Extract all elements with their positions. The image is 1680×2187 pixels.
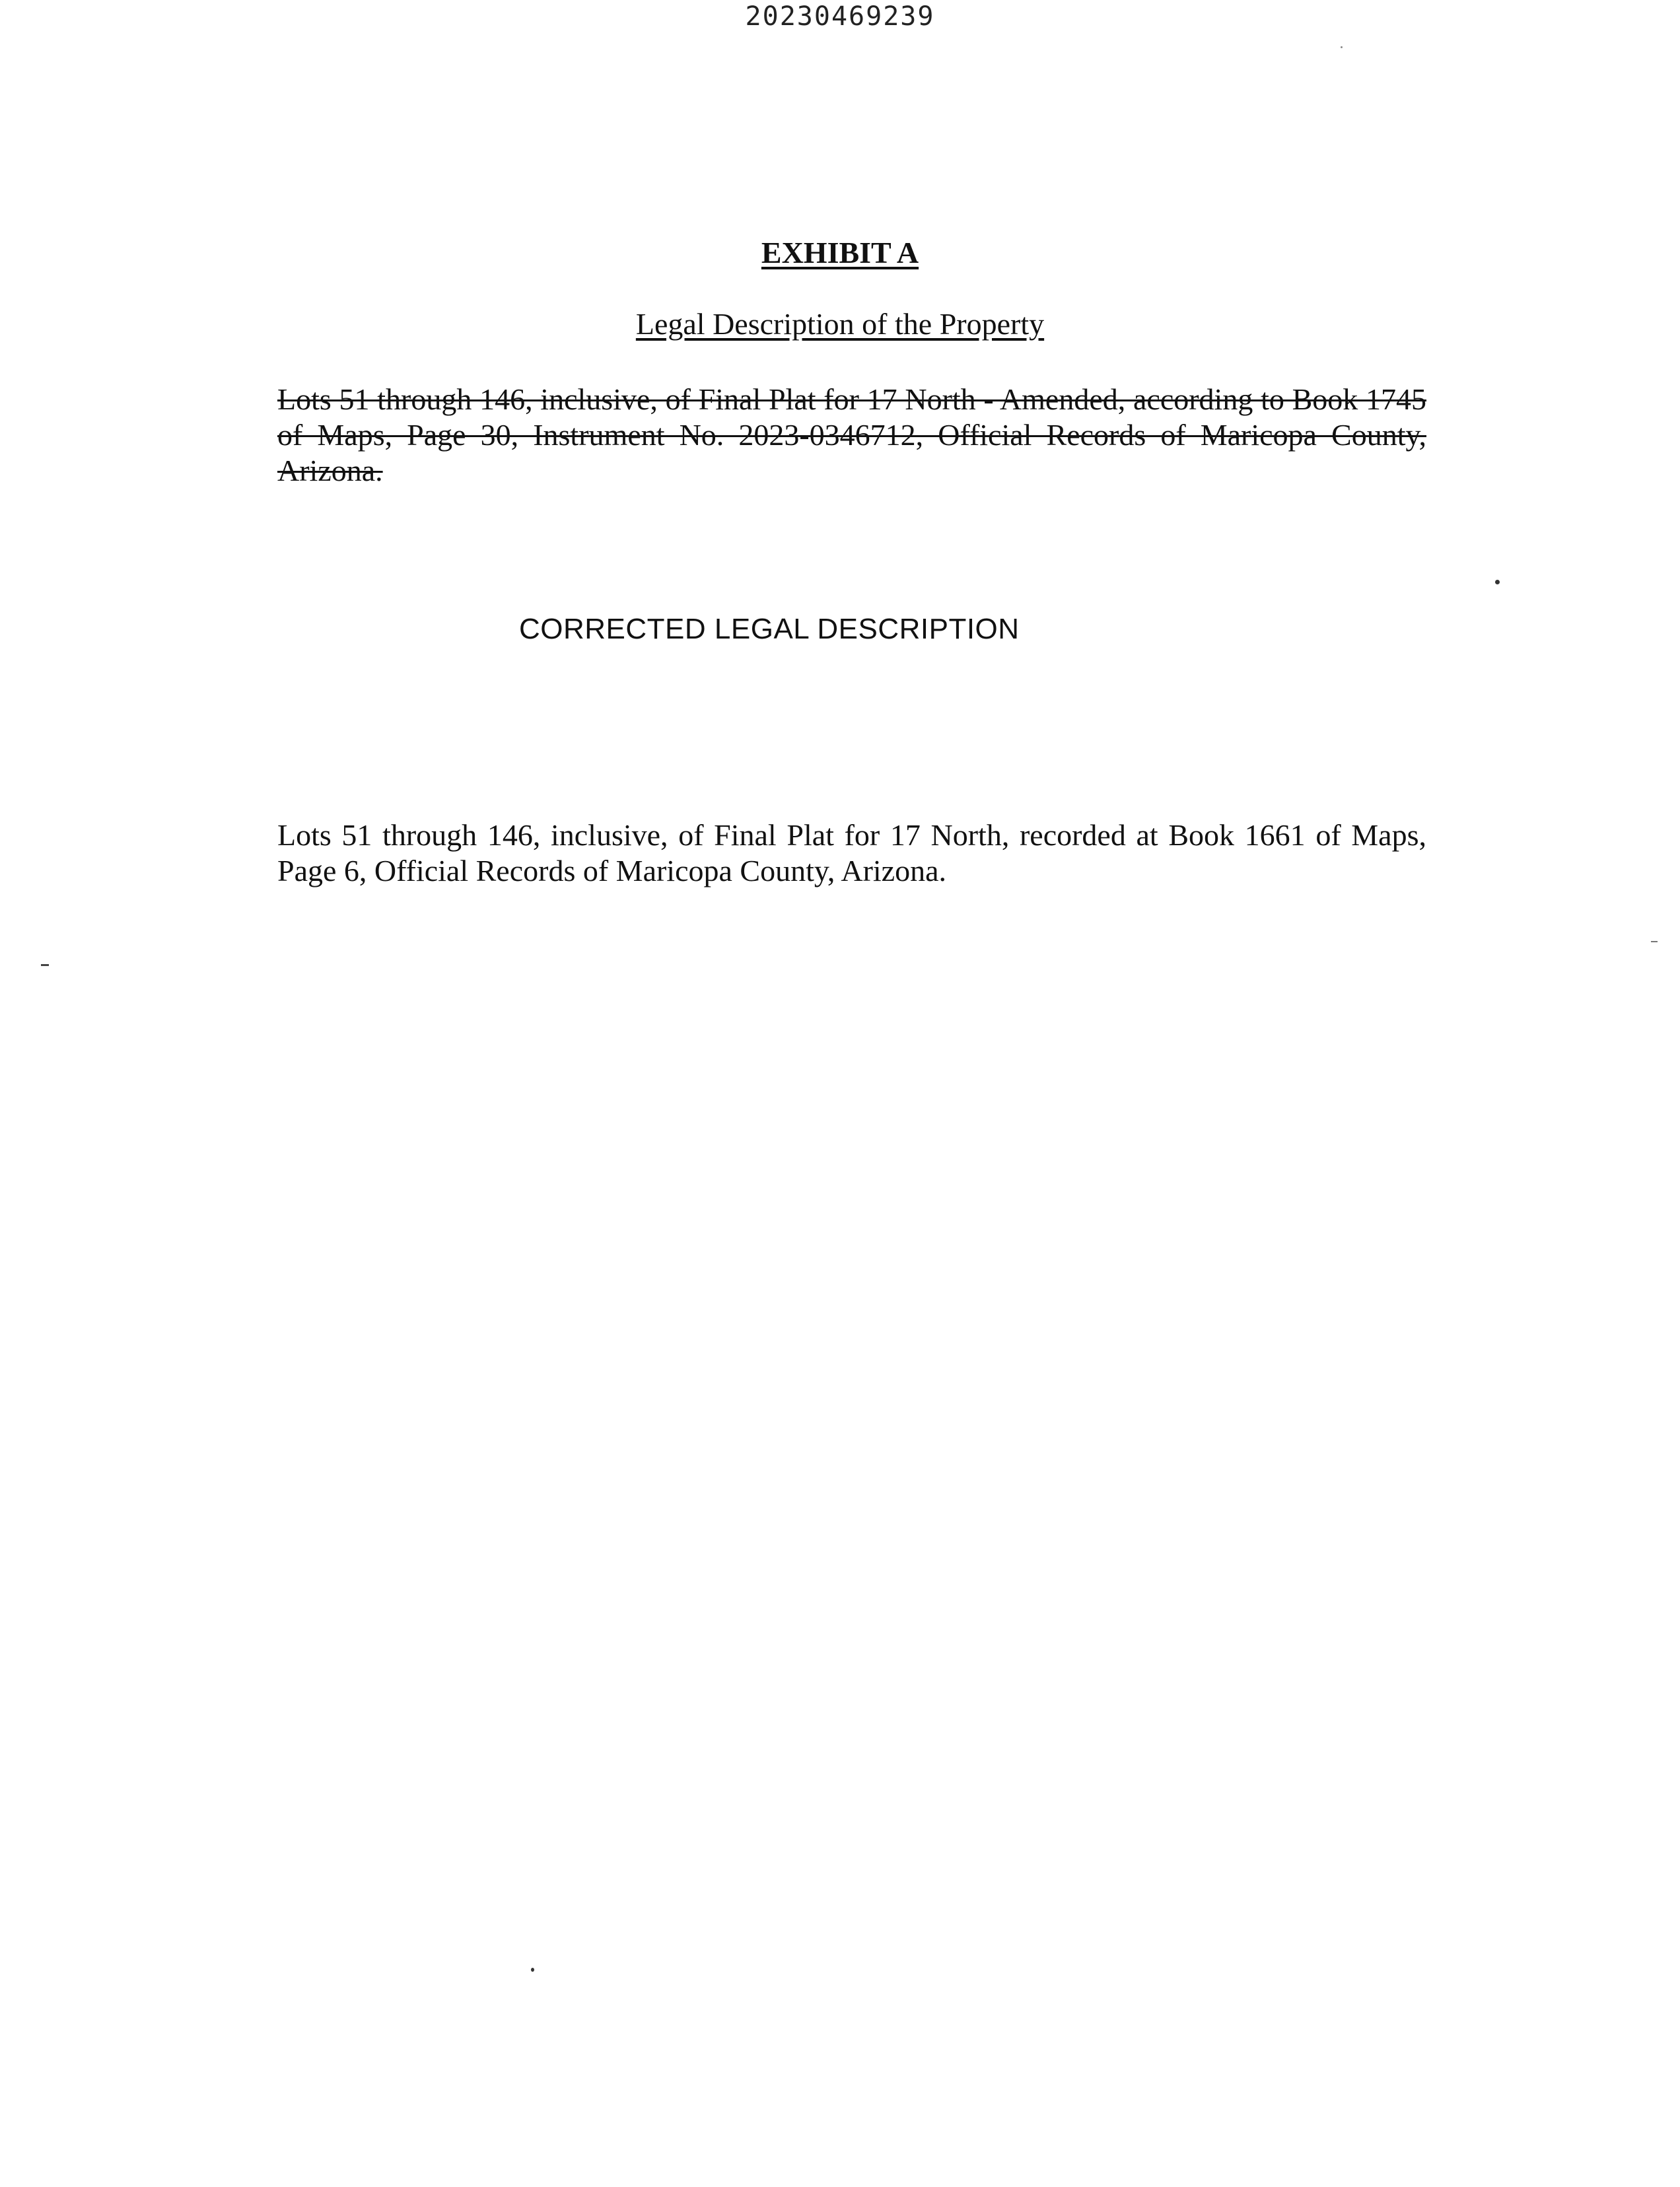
scan-mark (41, 964, 49, 966)
scan-speck (1495, 580, 1500, 584)
corrected-heading: CORRECTED LEGAL DESCRIPTION (519, 613, 1020, 645)
exhibit-subtitle: Legal Description of the Property (635, 307, 1045, 341)
exhibit-title: EXHIBIT A (761, 236, 919, 269)
scan-speck (531, 1968, 534, 1972)
scan-mark (1651, 941, 1658, 942)
scan-speck (1341, 46, 1343, 48)
corrected-legal-description: Lots 51 through 146, inclusive, of Final Plat for 17 North, recorded at Book 1661 of Maps, Page 6, Official Records of Maricopa County, Arizona. (277, 818, 1426, 887)
struck-legal-description: Lots 51 through 146, inclusive, of Final Plat for 17 North - Amended, according to Book 1745 of Maps, Page 30, Instrument No. 2023-0346712, Official Records of Maricopa County, Arizona. (277, 382, 1426, 487)
recording-number: 20230469239 (745, 1, 935, 32)
